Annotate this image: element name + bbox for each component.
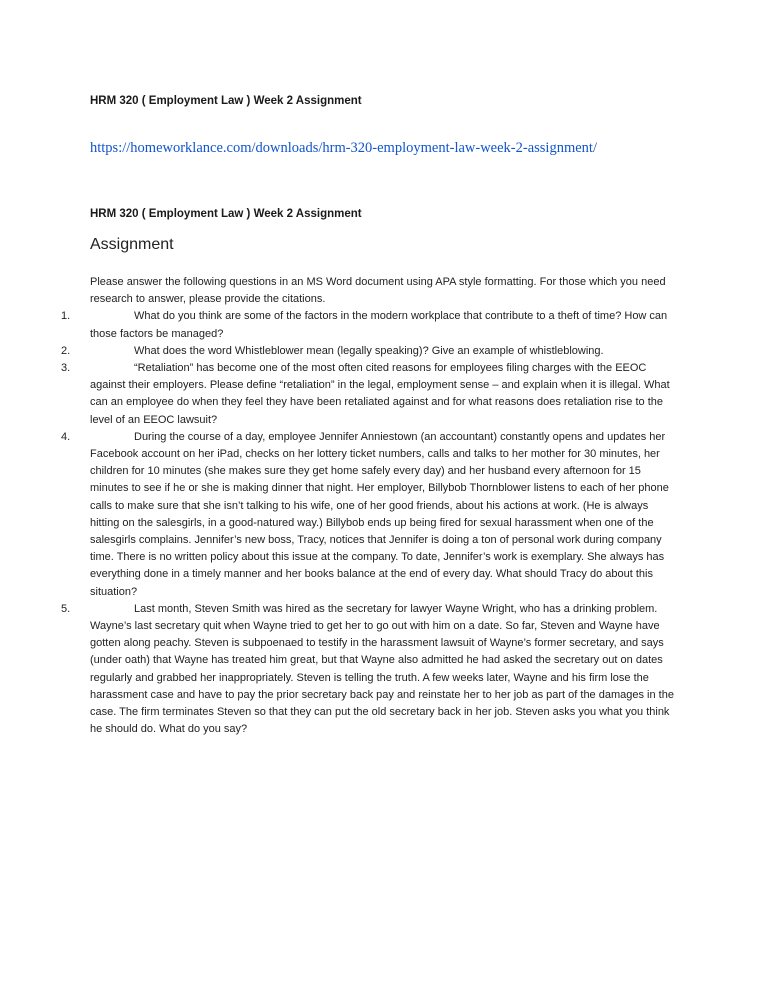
question-list xyxy=(61,308,680,738)
question-item xyxy=(61,343,680,360)
question-item xyxy=(61,308,680,342)
assignment-heading: Assignment xyxy=(90,236,174,253)
question-number: 5. xyxy=(61,602,71,615)
question-number: 4. xyxy=(61,430,71,443)
question-item xyxy=(61,601,680,739)
intro-paragraph: Please answer the following questions in an MS Word document using APA style formatting. For those which you need research to answer, please provide the citations. xyxy=(90,276,666,306)
question-text: “Retaliation” has become one of the most often cited reasons for employees filing charges with the EEOC against their employers. Please define “retaliation” in the legal, employment sense – and explain when it is illegal. What can an employee do when they feel they have been retaliated against and for what reasons does retaliation rise to the level of an EEOC lawsuit? xyxy=(90,362,670,426)
question-text: What do you think are some of the factors in the modern workplace that contribute to a theft of time? How can those factors be managed? xyxy=(90,310,668,340)
question-item xyxy=(61,360,680,429)
document-title-repeat: HRM 320 ( Employment Law ) Week 2 Assignment xyxy=(90,208,362,220)
question-item xyxy=(61,429,680,601)
question-number: 2. xyxy=(61,344,71,357)
question-text: What does the word Whistleblower mean (legally speaking)? Give an example of whistleblowing. xyxy=(134,344,604,357)
document-title: HRM 320 ( Employment Law ) Week 2 Assignment xyxy=(90,95,362,107)
question-number: 3. xyxy=(61,362,71,375)
homework-link[interactable]: https://homeworklance.com/downloads/hrm-320-employment-law-week-2-assignment/ xyxy=(90,140,597,156)
assignment-body xyxy=(61,274,680,738)
question-text: During the course of a day, employee Jennifer Anniestown (an accountant) constantly opens and updates her Facebook account on her iPad, checks on her lottery ticket numbers, calls and talks to her mother for 30 minutes, her children for 10 minutes (she makes sure they get home safely every day) and her husband every afternoon for 15 minutes to see if he or she is making dinner that night. Her employer, Billybob Thornblower listens to each of her phone calls to make sure that she isn’t talking to his wife, one of her good friends, about his actions at work. (He is always hitting on the salesgirls, in a good-natured way.) Billybob ends up being fired for sexual harassment when one of the salesgirls complains. Jennifer’s new boss, Tracy, notices that Jennifer is doing a ton of personal work during company time. There is no written policy about this issue at the company. To date, Jennifer’s work is exemplary. She always has everything done in a timely manner and her books balance at the end of every day. What should Tracy do about this situation? xyxy=(90,430,669,598)
question-number: 1. xyxy=(61,310,71,323)
question-text: Last month, Steven Smith was hired as the secretary for lawyer Wayne Wright, who has a drinking problem. Wayne’s last secretary quit when Wayne tried to get her to go out with him on a date. So far, Steven and Wayne have gotten along peachy. Steven is subpoenaed to testify in the harassment lawsuit of Wayne’s former secretary, and says (under oath) that Wayne has treated him great, but that Wayne also admitted he had asked the secretary out on dates regularly and grabbed her inappropriately. Steven is telling the truth. A few weeks later, Wayne and his firm lose the harassment case and have to pay the prior secretary back pay and reinstate her to her job as part of the damages in the case. The firm terminates Steven so that they can put the old secretary back in her job. Steven asks you what you think he should do. What do you say? xyxy=(90,602,674,736)
